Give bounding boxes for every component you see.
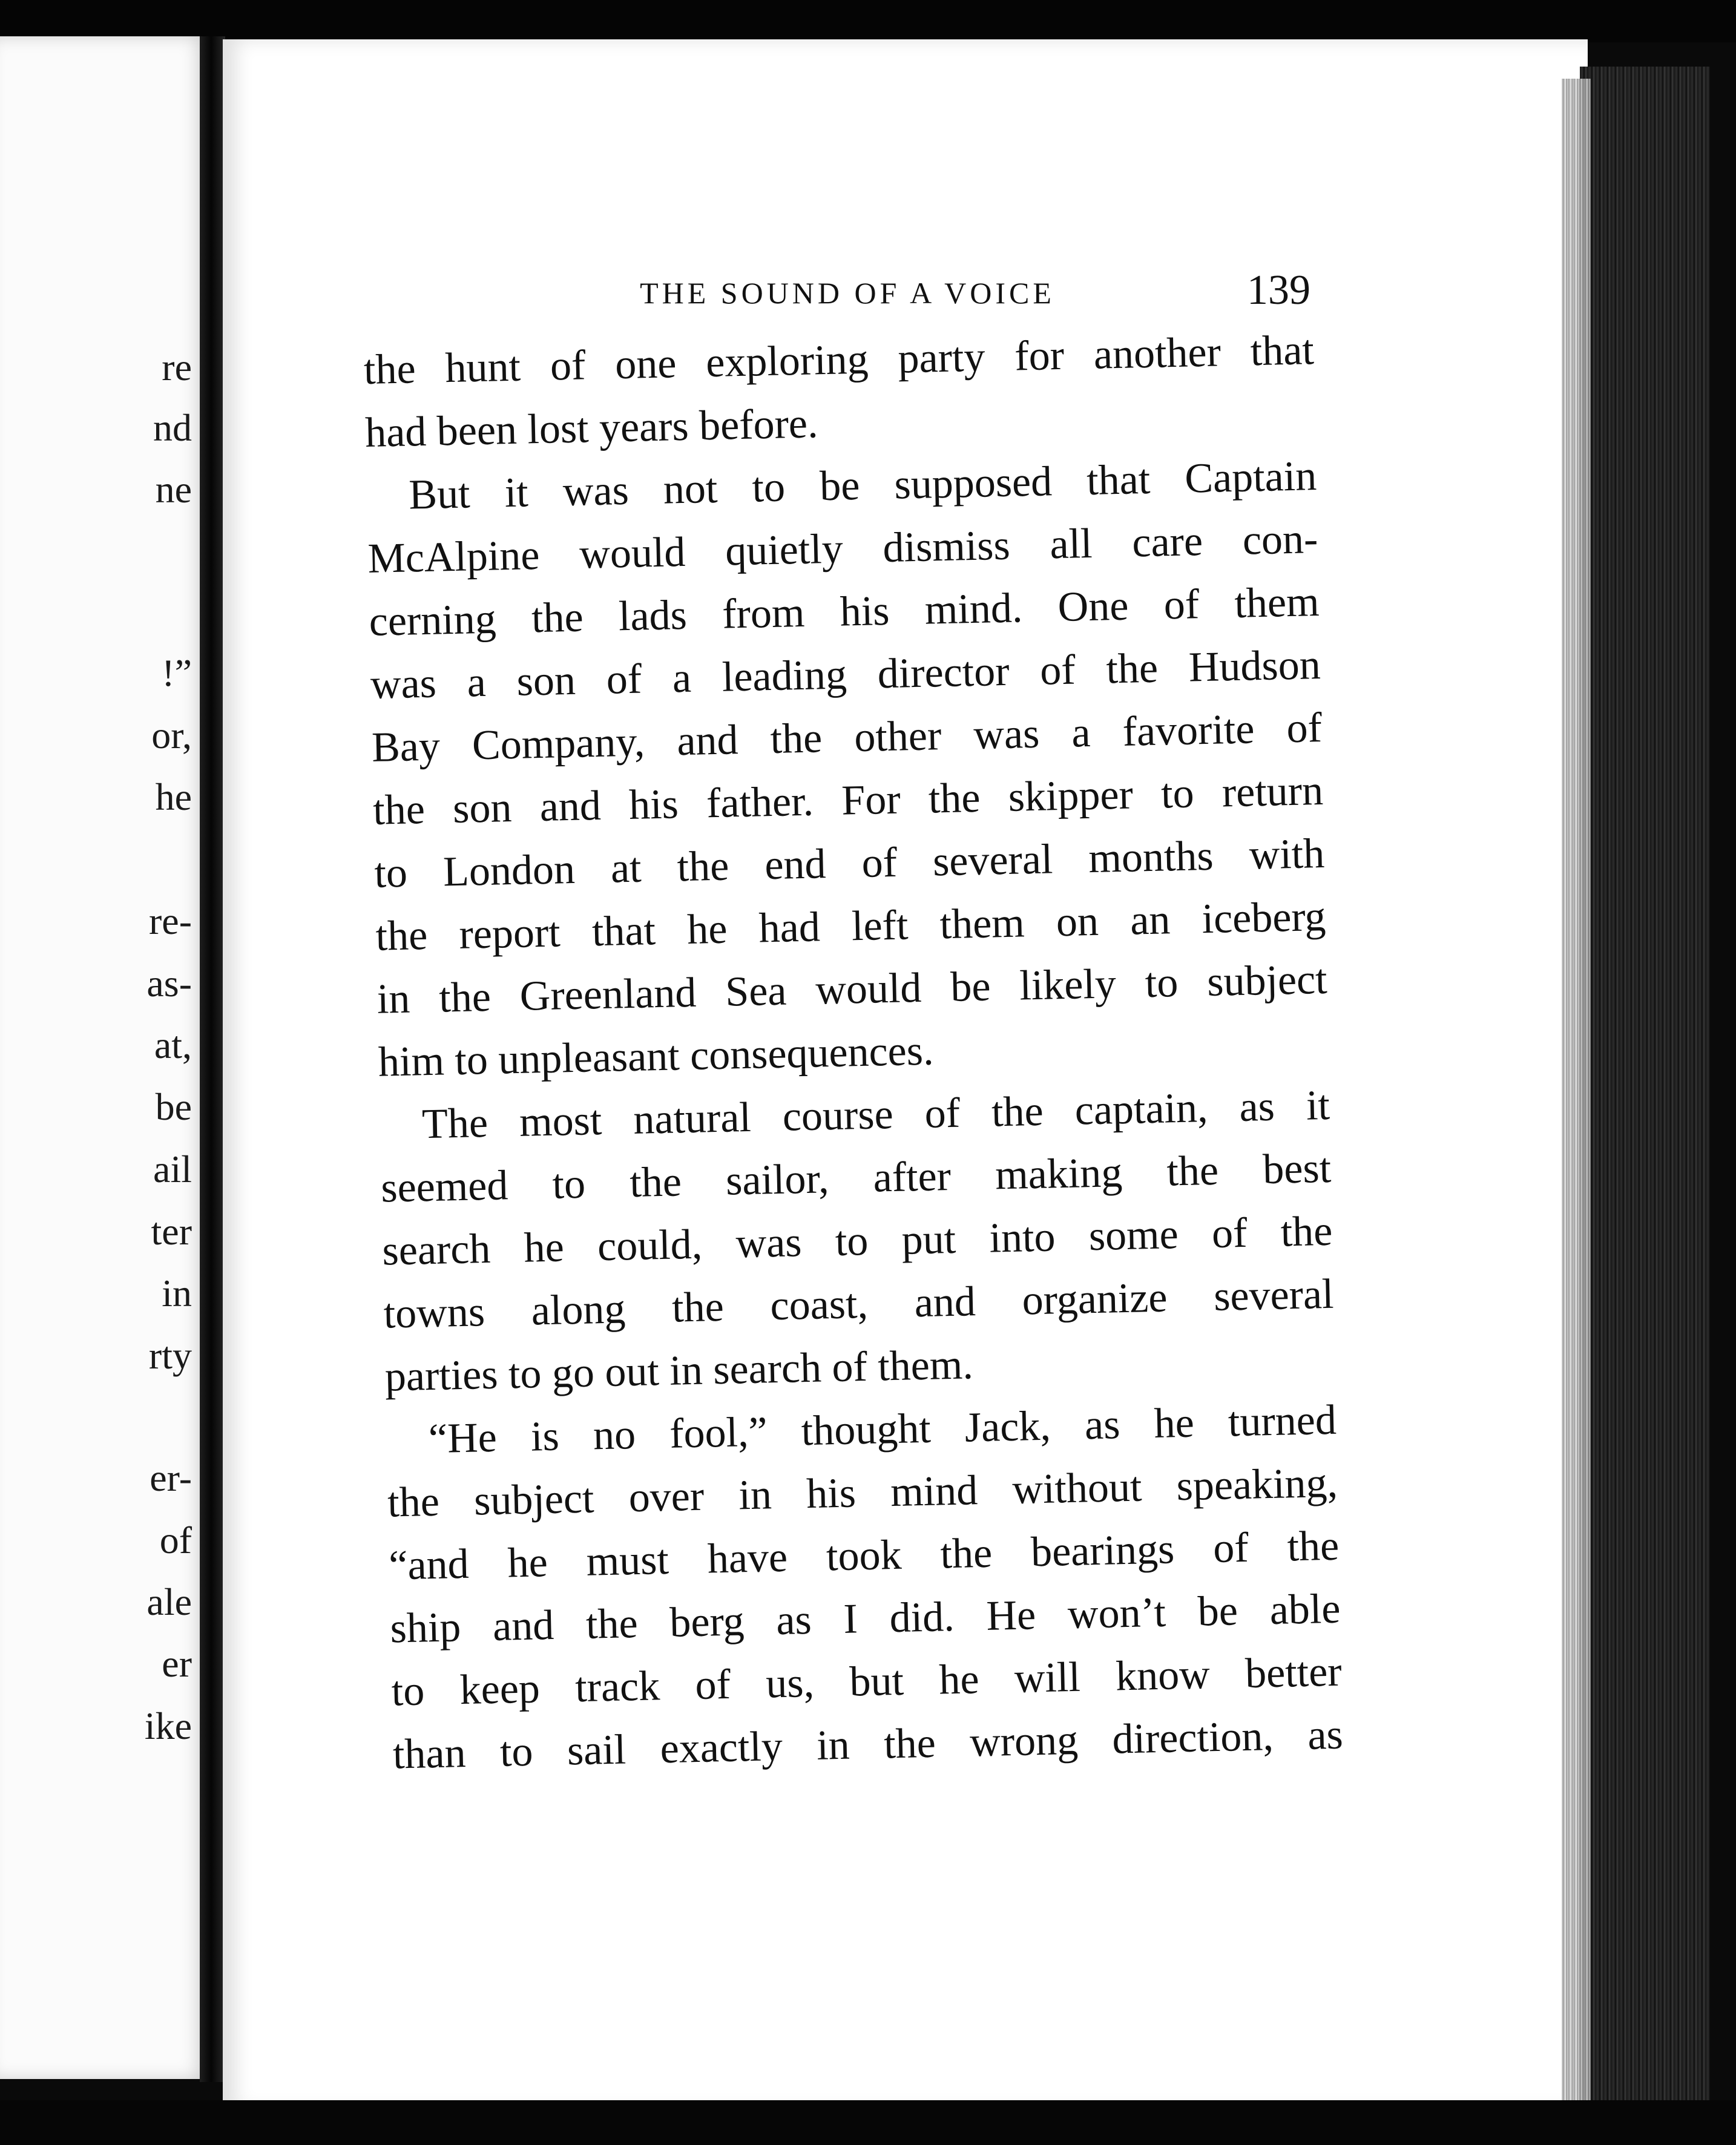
text-line: ship and the berg as I did. He won’t be able <box>389 1585 1341 1652</box>
text-line: was a son of a leading director of the Hudson <box>370 642 1321 708</box>
text-line: than to sail exactly in the wrong direction, as <box>392 1711 1344 1778</box>
text-line: the hunt of one exploring party for another that <box>363 327 1315 393</box>
left-page-fragment: ike <box>144 1704 192 1747</box>
text-line: had been lost years before. <box>364 400 819 456</box>
left-page-fragment: or, <box>151 714 192 757</box>
text-line: the son and his father. For the skipper to return <box>372 767 1324 834</box>
running-head: THE SOUND OF A VOICE <box>640 276 1055 310</box>
left-page-fragment: nd <box>153 406 192 449</box>
text-line: The most natural course of the captain, as it <box>421 1082 1330 1148</box>
text-line: “He is no fool,” thought Jack, as he turned <box>428 1396 1337 1463</box>
paragraph <box>363 319 1316 465</box>
text-line: “and he must have took the bearings of the <box>388 1522 1340 1589</box>
paragraph <box>366 445 1329 1094</box>
scan-border-top <box>0 0 1736 42</box>
scan-border-bottom <box>0 2100 1736 2145</box>
text-line: McAlpine would quietly dismiss all care con- <box>367 516 1319 582</box>
left-page-fragment: re <box>162 346 192 389</box>
left-page-fragment: re- <box>148 899 192 942</box>
body-text <box>363 319 1344 1786</box>
left-page-fragment: ne <box>155 468 192 511</box>
text-line: in the Greenland Sea would be likely to subject <box>376 956 1328 1023</box>
left-page-fragment: of <box>159 1519 192 1562</box>
left-page-fragment: !” <box>162 651 192 694</box>
page-edges <box>1580 67 1710 2143</box>
text-line: Bay Company, and the other was a favorite of <box>371 704 1323 771</box>
text-line: him to unpleasant consequences. <box>378 1027 935 1086</box>
left-page-fragment: as- <box>146 962 192 1005</box>
text-line: to London at the end of several months with <box>373 830 1325 897</box>
text-line: But it was not to be supposed that Captain <box>408 453 1317 519</box>
page-number: 139 <box>1247 267 1310 314</box>
left-page-fragment: ter <box>151 1210 192 1253</box>
left-page-fragment: rty <box>148 1334 192 1377</box>
page-edges-light <box>1562 79 1591 2124</box>
left-page-fragment: be <box>155 1085 192 1128</box>
left-page-fragment: er- <box>150 1456 192 1499</box>
text-line: the subject over in his mind without speaking, <box>387 1459 1338 1526</box>
text-line: the report that he had left them on an iceberg <box>375 893 1327 960</box>
left-page-fragment: in <box>162 1272 192 1315</box>
left-page-fragment: er <box>162 1642 192 1685</box>
paragraph <box>379 1074 1336 1409</box>
text-line: to keep track of us, but he will know better <box>391 1648 1343 1715</box>
text-line: towns along the coast, and organize several <box>383 1270 1335 1338</box>
book-gutter <box>200 36 225 2082</box>
left-page-fragment: he <box>155 775 192 818</box>
left-page-fragment: ail <box>153 1148 192 1191</box>
text-line: search he could, was to put into some of the <box>381 1207 1333 1275</box>
text-line: parties to go out in search of them. <box>384 1341 974 1401</box>
paragraph <box>386 1389 1344 1787</box>
facing-page-left <box>0 36 209 2079</box>
left-page-fragment: ale <box>146 1580 192 1623</box>
text-line: cerning the lads from his mind. One of them <box>368 579 1320 645</box>
text-line: seemed to the sailor, after making the best <box>380 1145 1332 1212</box>
left-page-fragment: at, <box>154 1023 192 1066</box>
